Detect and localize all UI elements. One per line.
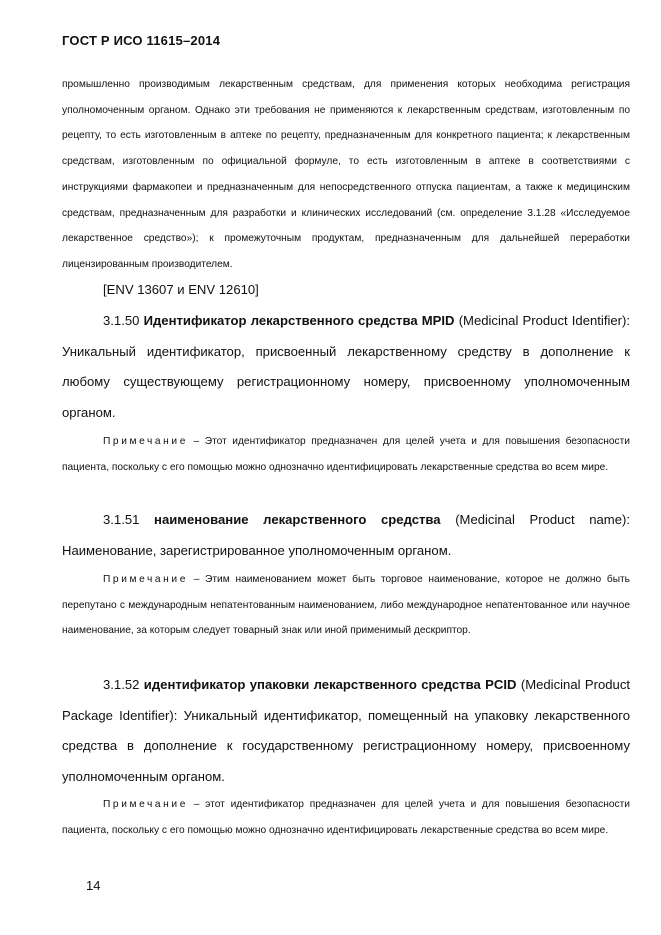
note-3-1-50 xyxy=(62,429,630,480)
note-text: – Этот идентификатор предназначен для целей учета и для повышения безопасности пациента, поскольку с его помощью можно однозначно идентифицировать лекарственные средства во всем мире. xyxy=(62,436,630,473)
definition-3-1-52 xyxy=(62,670,630,792)
term-definition: (Medicinal Product Identifier): Уникальный идентификатор, присвоенный лекарственному средству в дополнение к любому существующему регистрационному номеру, присвоенному уполномоченным органом. xyxy=(62,313,631,420)
definition-3-1-50 xyxy=(62,306,630,428)
note-label: Примечание xyxy=(103,436,188,447)
term-title: Идентификатор лекарственного средства MPID xyxy=(143,313,455,328)
term-number: 3.1.50 xyxy=(103,313,140,328)
note-3-1-52 xyxy=(62,792,630,843)
page-number: 14 xyxy=(86,878,101,893)
note-text: – этот идентификатор предназначен для целей учета и для повышения безопасности пациента, поскольку с его помощью можно однозначно идентифицировать лекарственные средства во всем мире. xyxy=(62,799,630,836)
reference-citation: [ENV 13607 и ENV 12610] xyxy=(103,282,259,297)
document-header: ГОСТ Р ИСО 11615–2014 xyxy=(62,33,221,48)
term-definition: (Medicinal Product name): Наименование, зарегистрированное уполномоченным органом. xyxy=(62,512,630,558)
note-3-1-51 xyxy=(62,567,630,644)
intro-paragraph: промышленно производимым лекарственным средствам, для применения которых необходима регистрация уполномоченным органом. Однако эти требования не применяются к лекарственным средствам, изготовленным по рецепту, то есть изготовленным в аптеке по рецепту, предназначенным для конкретного пациента; к лекарственным средствам, изготовленным по официальной формуле, то есть изготовленным в аптеке в соответствиями с инструкциями фармакопеи и предназначенным для непосредственного отпуска пациентам, а также к медицинским средствам, предназначенным для разработки и клинических исследований (см. определение 3.1.28 «Исследуемое лекарственное средство»); к промежуточным продуктам, предназначенным для дальнейшей переработки лицензированным производителем. xyxy=(62,79,630,270)
term-number: 3.1.52 xyxy=(103,677,140,692)
term-title: наименование лекарственного средства xyxy=(154,512,441,527)
note-label: Примечание xyxy=(103,799,188,810)
note-text: – Этим наименованием может быть торговое наименование, которое не должно быть перепутано с международным непатентованным наименованием, либо международное непатентованное или научное наименование, за которым следует товарный знак или иной применимый дескриптор. xyxy=(62,574,630,637)
term-definition: (Medicinal Product Package Identifier): Уникальный идентификатор, помещенный на упаковку лекарственного средства в дополнение к государственному регистрационному номеру, присвоенному уполномоченным органом. xyxy=(62,677,631,784)
definition-3-1-51 xyxy=(62,505,630,566)
note-label: Примечание xyxy=(103,574,188,585)
term-title: идентификатор упаковки лекарственного средства PCID xyxy=(143,677,517,692)
term-number: 3.1.51 xyxy=(103,512,140,527)
